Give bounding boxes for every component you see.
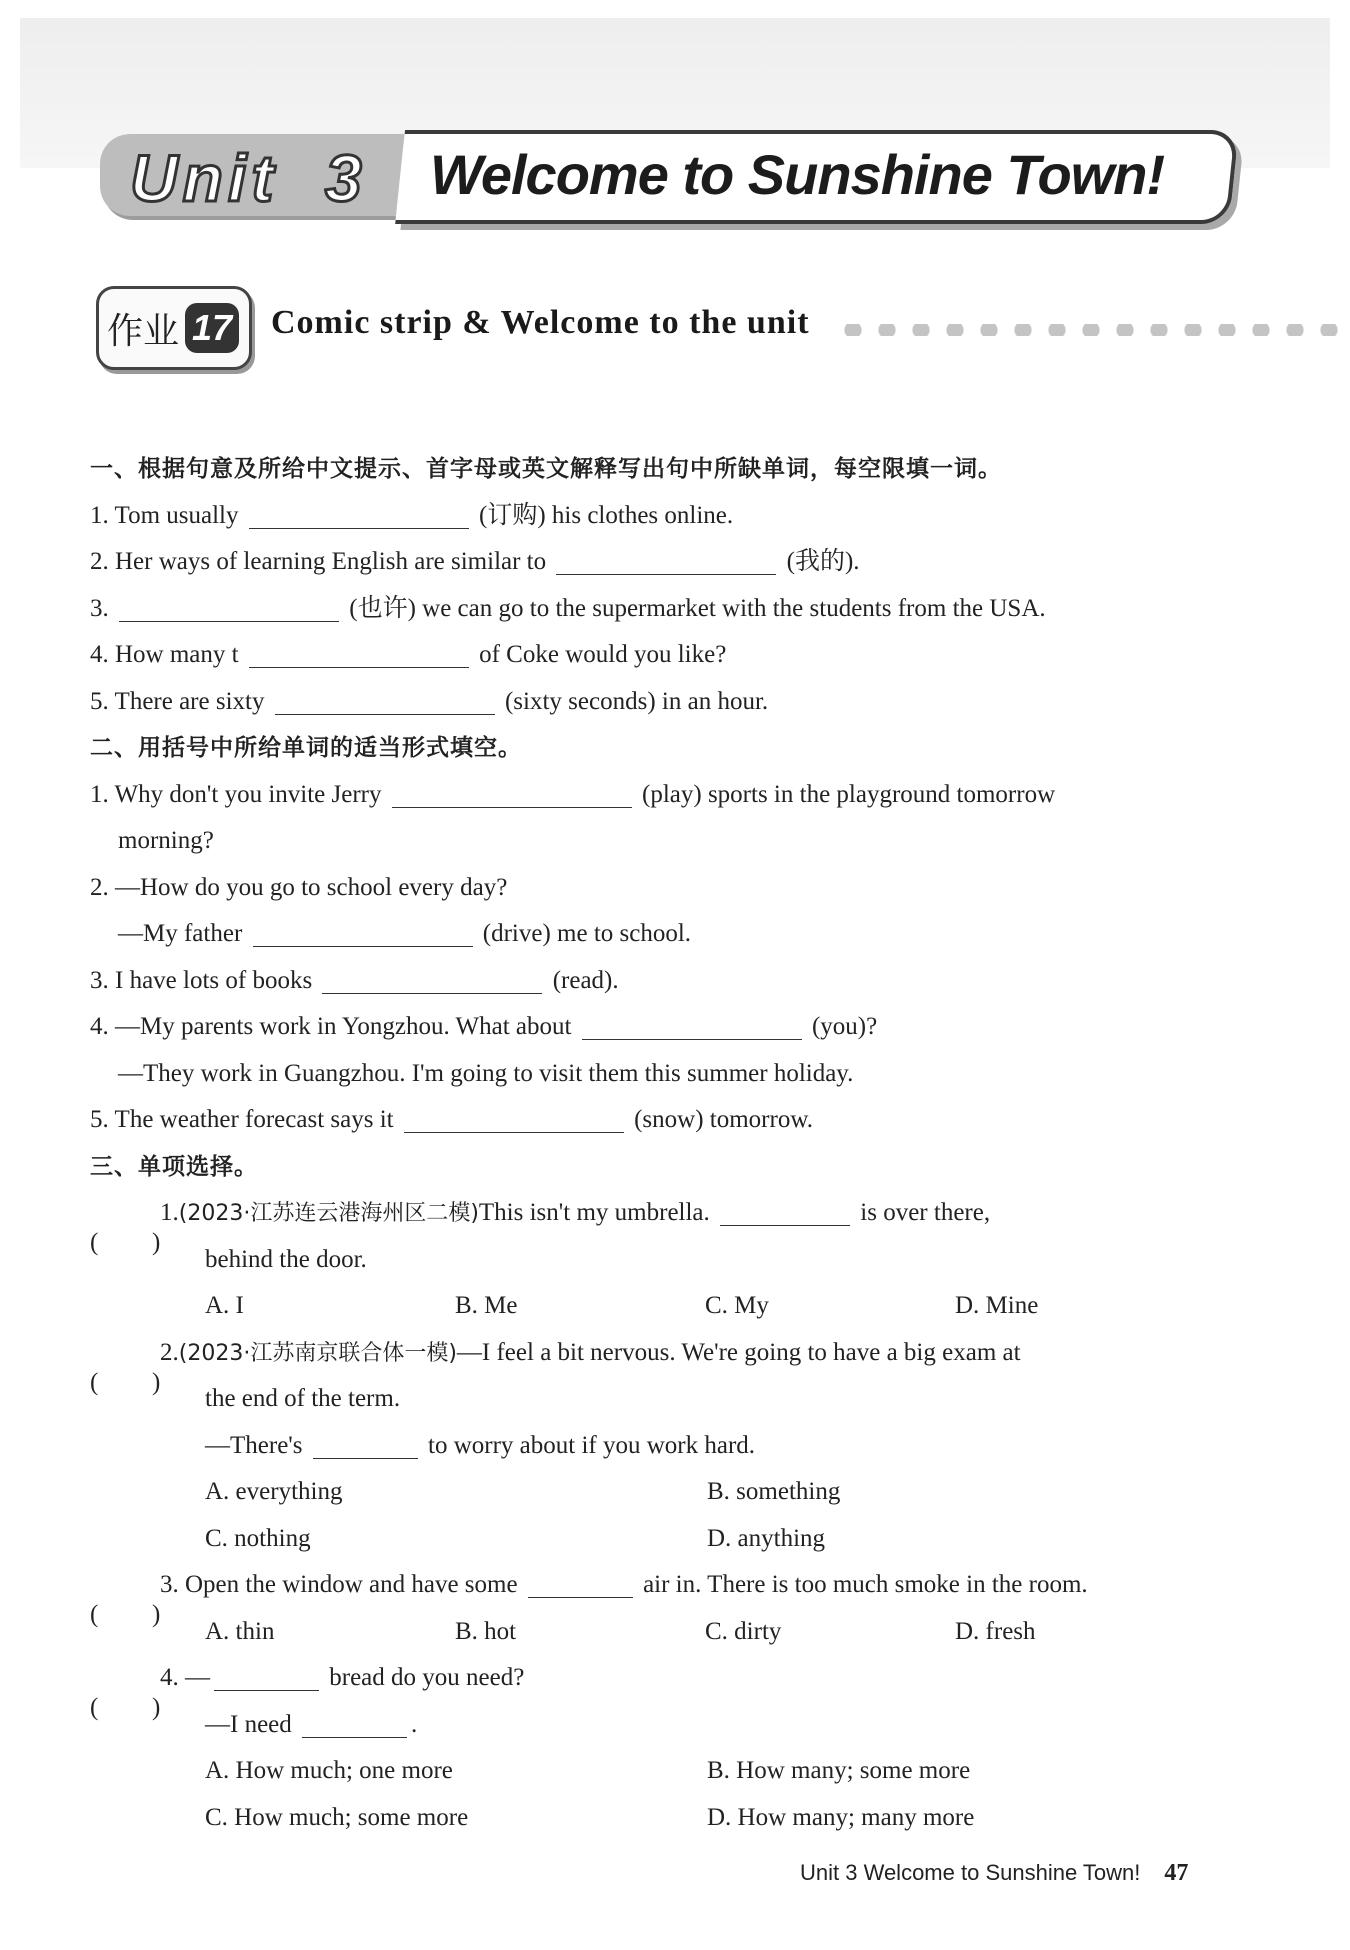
question-text: 3. I have lots of books bbox=[90, 966, 313, 994]
options-row bbox=[90, 1283, 1250, 1330]
homework-header bbox=[96, 286, 1346, 366]
options-row bbox=[90, 1609, 1250, 1656]
question-text: . bbox=[411, 1710, 418, 1738]
question-number: 1. bbox=[160, 1199, 179, 1226]
options-row bbox=[90, 1748, 1250, 1795]
question-text: (订购) his clothes online. bbox=[479, 501, 734, 529]
question-text: (drive) me to school. bbox=[482, 920, 692, 947]
option-a[interactable]: A. everything bbox=[205, 1478, 343, 1505]
question-continuation: behind the door. bbox=[205, 1245, 367, 1273]
worksheet-content bbox=[90, 446, 1250, 1841]
question-text: 4. How many t bbox=[90, 641, 239, 668]
answer-blank[interactable] bbox=[249, 639, 469, 668]
option-d[interactable]: D. anything bbox=[707, 1524, 826, 1552]
question bbox=[90, 493, 1250, 540]
option-d[interactable]: D. How many; many more bbox=[707, 1803, 975, 1831]
question bbox=[90, 679, 1250, 726]
unit-banner bbox=[100, 130, 1238, 222]
answer-blank[interactable] bbox=[275, 686, 495, 715]
unit-label-pill bbox=[100, 134, 420, 216]
question-text: of Coke would you like? bbox=[479, 641, 727, 668]
page-number: 47 bbox=[1164, 1860, 1189, 1886]
options-row bbox=[90, 1469, 1250, 1516]
option-c[interactable]: C. How much; some more bbox=[205, 1803, 469, 1831]
choice-question: ( ) 1.(2023·江苏连云港海州区二模)This isn't my umbrella. is over there, bbox=[90, 1199, 991, 1256]
question bbox=[90, 539, 1250, 586]
option-b[interactable]: B. Me bbox=[455, 1292, 518, 1319]
question-text: —I feel a bit nervous. We're going to have a big exam at bbox=[456, 1338, 1021, 1366]
section-heading: 三、单项选择。 bbox=[90, 1153, 258, 1180]
option-d[interactable]: D. fresh bbox=[955, 1617, 1036, 1645]
question-text: (sixty seconds) in an hour. bbox=[504, 687, 769, 715]
question-text: 3. bbox=[90, 594, 109, 622]
question-text: 1. Tom usually bbox=[90, 501, 239, 529]
question-text: (you)? bbox=[811, 1013, 878, 1040]
option-b[interactable]: B. How many; some more bbox=[707, 1757, 971, 1784]
question bbox=[90, 772, 1250, 819]
question-text: 2. Her ways of learning English are similar to bbox=[90, 548, 547, 575]
answer-blank[interactable] bbox=[302, 1709, 407, 1738]
question-continuation: the end of the term. bbox=[205, 1385, 401, 1412]
question-number: 2. bbox=[160, 1338, 179, 1366]
question-text: 1. Why don't you invite Jerry bbox=[90, 780, 382, 808]
question-text: (我的). bbox=[786, 548, 860, 575]
answer-blank[interactable] bbox=[556, 546, 776, 575]
question-text: 4. — bbox=[160, 1664, 210, 1691]
question-continuation bbox=[90, 1702, 1250, 1749]
section-heading: 二、用括号中所给单词的适当形式填空。 bbox=[90, 735, 522, 761]
question-text: This isn't my umbrella. bbox=[478, 1199, 710, 1226]
question-text: to worry about if you work hard. bbox=[428, 1431, 756, 1459]
question bbox=[90, 632, 1250, 679]
question-source: (2023·江苏连云港海州区二模) bbox=[178, 1201, 479, 1226]
answer-blank[interactable] bbox=[404, 1104, 624, 1133]
question-text: 4. —My parents work in Yongzhou. What about bbox=[90, 1013, 572, 1040]
option-c[interactable]: C. nothing bbox=[205, 1524, 311, 1552]
dotted-divider bbox=[836, 324, 1350, 336]
question-text: (也许) we can go to the supermarket with the students from the USA. bbox=[349, 594, 1046, 622]
option-b[interactable]: B. something bbox=[707, 1478, 841, 1505]
question-text: (snow) tomorrow. bbox=[634, 1106, 813, 1133]
question bbox=[90, 958, 1250, 1005]
answer-blank[interactable] bbox=[720, 1197, 850, 1226]
question-text: —There's bbox=[205, 1431, 303, 1459]
section-heading: 一、根据句意及所给中文提示、首字母或英文解释写出句中所缺单词，每空限填一词。 bbox=[90, 456, 1002, 482]
choice-question: ( ) 3. Open the window and have some air in. There is too much smoke in the room. bbox=[90, 1571, 1088, 1628]
answer-blank[interactable] bbox=[322, 965, 542, 994]
homework-badge-number: 17 bbox=[185, 303, 239, 353]
question-continuation bbox=[90, 1423, 1250, 1470]
unit-title: Welcome to Sunshine Town! bbox=[430, 143, 1165, 206]
answer-blank[interactable] bbox=[392, 779, 632, 808]
option-a[interactable]: A. How much; one more bbox=[205, 1757, 453, 1784]
question bbox=[90, 1004, 1250, 1051]
question-text: 5. The weather forecast says it bbox=[90, 1106, 394, 1133]
question-text: 5. There are sixty bbox=[90, 687, 265, 715]
answer-blank[interactable] bbox=[249, 500, 469, 529]
page-footer bbox=[800, 1860, 1188, 1887]
footer-unit-title: Unit 3 Welcome to Sunshine Town! bbox=[800, 1860, 1141, 1885]
unit-label: Unit 3 bbox=[130, 141, 367, 215]
option-c[interactable]: C. dirty bbox=[705, 1617, 782, 1645]
question: 2. —How do you go to school every day? bbox=[90, 873, 508, 901]
question-text: bread do you need? bbox=[329, 1664, 525, 1691]
options-row bbox=[90, 1516, 1250, 1563]
option-a[interactable]: A. I bbox=[205, 1292, 244, 1319]
homework-badge bbox=[96, 286, 252, 370]
answer-blank[interactable] bbox=[313, 1430, 418, 1459]
answer-blank[interactable] bbox=[119, 593, 339, 622]
question-text: air in. There is too much smoke in the room. bbox=[643, 1571, 1088, 1598]
options-row bbox=[90, 1795, 1250, 1842]
option-b[interactable]: B. hot bbox=[455, 1617, 517, 1645]
question-text: —I need bbox=[205, 1710, 292, 1738]
question bbox=[90, 1097, 1250, 1144]
question-text: is over there, bbox=[860, 1199, 991, 1226]
question-source: (2023·江苏南京联合体一模) bbox=[178, 1340, 457, 1366]
option-c[interactable]: C. My bbox=[705, 1292, 769, 1319]
question-continuation: morning? bbox=[118, 827, 214, 854]
answer-blank[interactable] bbox=[582, 1011, 802, 1040]
question-continuation: —They work in Guangzhou. I'm going to visit them this summer holiday. bbox=[118, 1059, 854, 1087]
question-text: —My father bbox=[118, 920, 243, 947]
choice-question: ( ) 2.(2023·江苏南京联合体一模)—I feel a bit nervous. We're going to have a big exam at bbox=[90, 1338, 1021, 1396]
question bbox=[90, 586, 1250, 633]
question bbox=[90, 911, 1250, 958]
homework-title: Comic strip & Welcome to the unit bbox=[271, 304, 810, 341]
homework-badge-label: 作业 bbox=[107, 311, 180, 352]
question-text: (play) sports in the playground tomorrow bbox=[642, 780, 1056, 808]
choice-question: ( ) 4. — bread do you need? bbox=[90, 1664, 525, 1721]
question-text: (read). bbox=[552, 966, 619, 994]
answer-blank[interactable] bbox=[253, 918, 473, 947]
option-d[interactable]: D. Mine bbox=[955, 1292, 1039, 1319]
answer-blank[interactable] bbox=[214, 1662, 319, 1691]
question-text: 3. Open the window and have some bbox=[160, 1571, 518, 1598]
option-a[interactable]: A. thin bbox=[205, 1617, 275, 1645]
answer-blank[interactable] bbox=[528, 1569, 633, 1598]
